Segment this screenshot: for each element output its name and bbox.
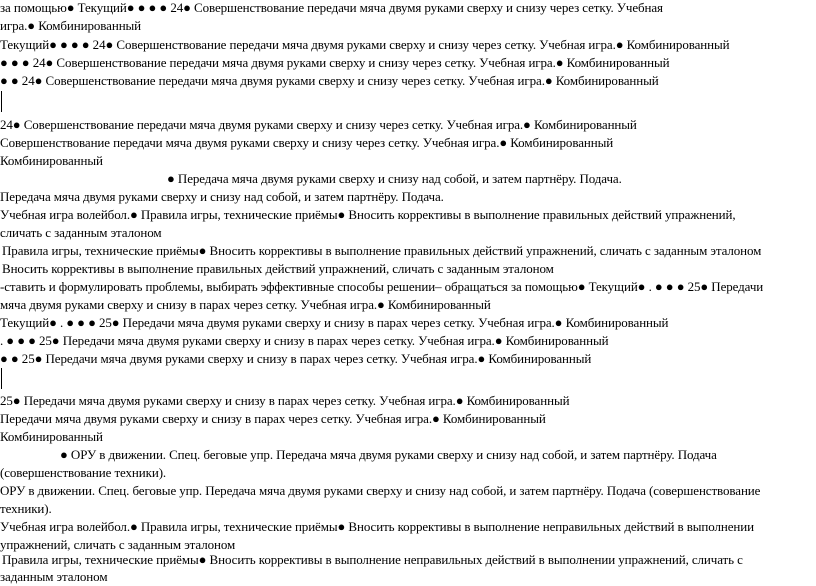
vertical-divider [1, 91, 2, 112]
text-line: Совершенствование передачи мяча двумя руками сверху и снизу через сетку. Учебная игра.● Комбинированный [0, 135, 614, 150]
text-line: за помощью● Текущий● ● ● ● 24● Совершенствование передачи мяча двумя руками сверху и снизу через сетку. Учебная [0, 0, 663, 15]
text-line: ● ● 24● Совершенствование передачи мяча двумя руками сверху и снизу через сетку. Учебная игра.● Комбинированный [0, 73, 659, 88]
text-line: сличать с заданным эталоном [0, 225, 162, 240]
text-line: Вносить коррективы в выполнение правильных действий упражнений, сличать с заданным эталоном [2, 261, 554, 276]
text-line: (совершенствование техники). [0, 465, 167, 480]
text-line: упражнений, сличать с заданным эталоном [0, 537, 236, 552]
text-line: мяча двумя руками сверху и снизу в парах через сетку. Учебная игра.● Комбинированный [0, 297, 491, 312]
text-line: игра.● Комбинированный [0, 18, 142, 33]
text-line: Правила игры, технические приёмы● Вносить коррективы в выполнение неправильных действий в выполнении упражнений, сличать с [2, 552, 743, 567]
text-line: Текущий● . ● ● ● 25● Передачи мяча двумя руками сверху и снизу в парах через сетку. Учебная игра.● Комбинированный [0, 315, 669, 330]
text-line: заданным эталоном [0, 569, 108, 584]
text-line: Комбинированный [0, 429, 103, 444]
text-line: Учебная игра волейбол.● Правила игры, технические приёмы● Вносить коррективы в выполнение правильных действий упражнений, [0, 207, 736, 222]
text-line: Комбинированный [0, 153, 103, 168]
text-line: ● ● 25● Передачи мяча двумя руками сверху и снизу в парах через сетку. Учебная игра.● Комбинированный [0, 351, 592, 366]
text-line: Учебная игра волейбол.● Правила игры, технические приёмы● Вносить коррективы в выполнение неправильных действий в выполнении [0, 519, 754, 534]
text-line: Передачи мяча двумя руками сверху и снизу в парах через сетку. Учебная игра.● Комбинированный [0, 411, 546, 426]
text-line: 24● Совершенствование передачи мяча двумя руками сверху и снизу через сетку. Учебная игра.● Комбинированный [0, 117, 637, 132]
text-line: ● ОРУ в движении. Спец. беговые упр. Передача мяча двумя руками сверху и снизу над собой, и затем партнёру. Подача [60, 447, 717, 462]
text-line: Правила игры, технические приёмы● Вносить коррективы в выполнение правильных действий упражнений, сличать с заданным эталоном [2, 243, 762, 258]
text-line: Передача мяча двумя руками сверху и снизу над собой, и затем партнёру. Подача. [0, 189, 444, 204]
text-line: Текущий● ● ● ● 24● Совершенствование передачи мяча двумя руками сверху и снизу через сетку. Учебная игра.● Комбинированный [0, 37, 730, 52]
text-line: ● ● ● 24● Совершенствование передачи мяча двумя руками сверху и снизу через сетку. Учебная игра.● Комбинированный [0, 55, 670, 70]
text-line: -ставить и формулировать проблемы, выбирать эффективные способы решении– обращаться за помощью● Текущий● . ● ● ● 25● Передачи [0, 279, 764, 294]
text-line: техники). [0, 501, 52, 516]
text-line: 25● Передачи мяча двумя руками сверху и снизу в парах через сетку. Учебная игра.● Комбинированный [0, 393, 570, 408]
text-line: . ● ● ● 25● Передачи мяча двумя руками сверху и снизу в парах через сетку. Учебная игра.● Комбинированный [0, 333, 609, 348]
vertical-divider [1, 368, 2, 389]
text-line: ● Передача мяча двумя руками сверху и снизу над собой, и затем партнёру. Подача. [167, 171, 622, 186]
text-line: ОРУ в движении. Спец. беговые упр. Передача мяча двумя руками сверху и снизу над собой, и затем партнёру. Подача (совершенствование [0, 483, 761, 498]
